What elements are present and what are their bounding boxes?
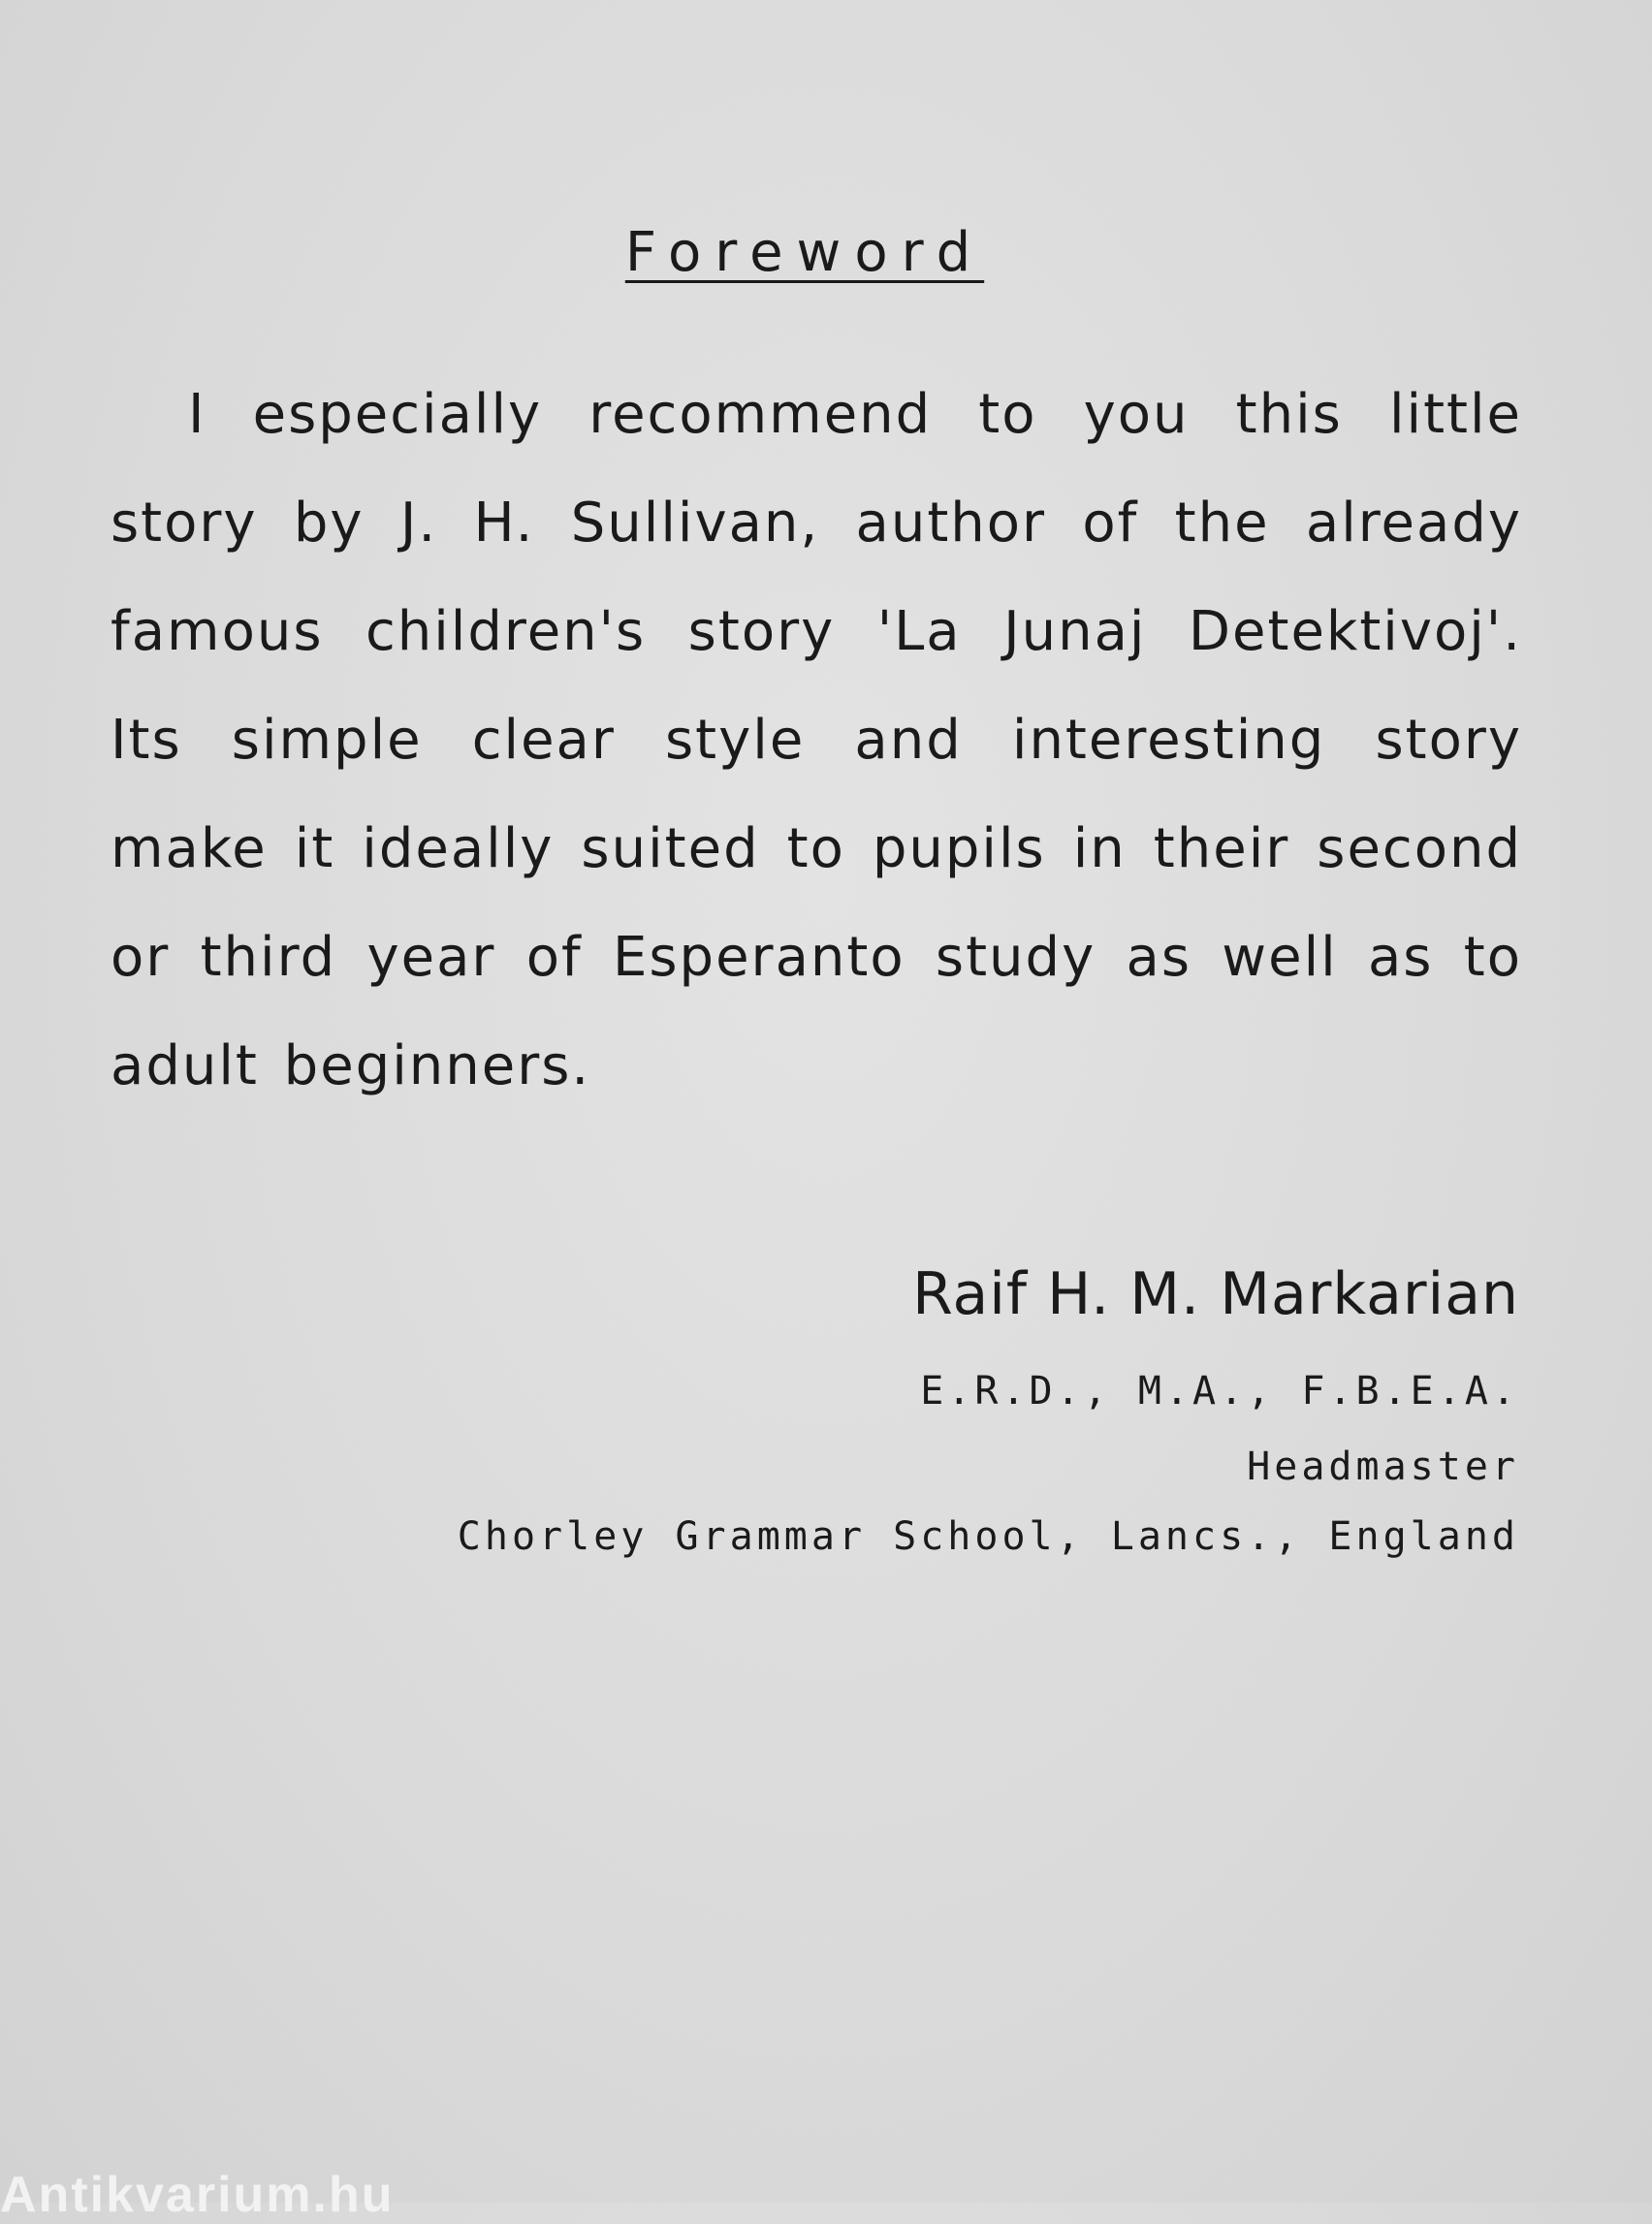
watermark: Antikvarium.hu <box>0 2167 395 2223</box>
signature-credentials: E.R.D., M.A., F.B.E.A. <box>920 1369 1519 1414</box>
signature-school: Chorley Grammar School, Lancs., England <box>457 1514 1519 1559</box>
signature-position: Headmaster <box>1247 1445 1519 1489</box>
signature-name: Raif H. M. Markarian <box>912 1260 1519 1328</box>
page-title: Foreword <box>624 221 985 284</box>
foreword-paragraph: I especially recommend to you this little story by J. H. Sullivan, author of the already famous children's story 'La Junaj Detektivoj'. Its simple clear style and interesting story make it ideally suited to pupils in their second or third year of Esperanto study as well as to adult beginners. <box>111 383 1522 1097</box>
